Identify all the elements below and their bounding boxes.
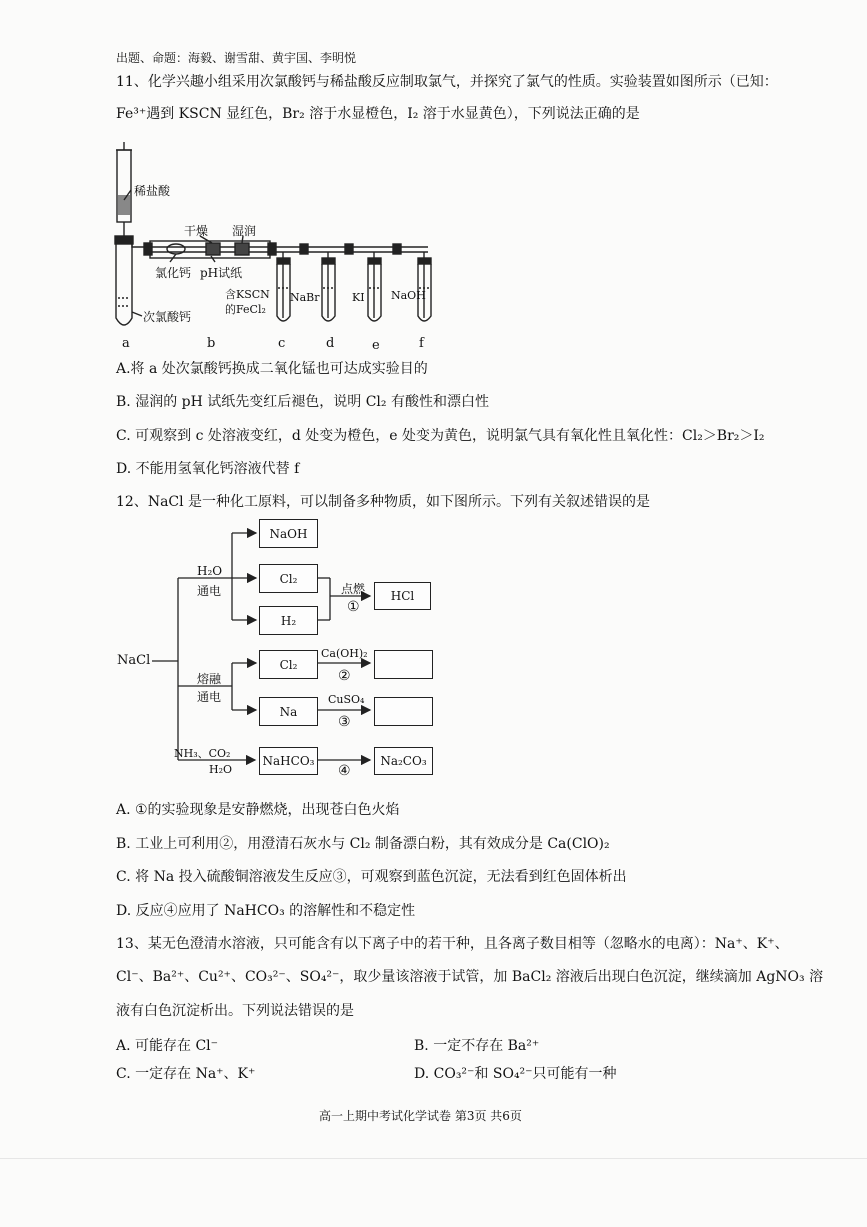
letter-d: d — [326, 336, 335, 351]
node-cl2-mid: Cl₂ — [259, 650, 318, 679]
authors-line: 出题、命题：海毅、谢雪甜、黄宇国、李明悦 — [116, 51, 357, 65]
label-dry: 干燥 — [184, 224, 209, 238]
q13-option-b: B. 一定不存在 Ba²⁺ — [414, 1038, 540, 1054]
label-step-3: ③ — [338, 714, 351, 730]
label-ki: KI — [352, 291, 365, 304]
node-na2co3: Na₂CO₃ — [374, 747, 433, 775]
q12-option-d: D. 反应④应用了 NaHCO₃ 的溶解性和不稳定性 — [116, 903, 416, 919]
label-cuso4: CuSO₄ — [328, 693, 365, 706]
letter-f: f — [419, 336, 424, 351]
node-hcl: HCl — [374, 582, 431, 610]
q11-stem-line1: 11、化学兴趣小组采用次氯酸钙与稀盐酸反应制取氯气，并探究了氯气的性质。实验装置如图所示（已知： — [116, 74, 778, 90]
letter-a: a — [122, 336, 130, 351]
q13-stem-line1: 13、某无色澄清水溶液，只可能含有以下离子中的若干种，且各离子数目相等（忽略水的电离）：Na⁺、K⁺、 — [116, 936, 789, 952]
label-nh3-co2: NH₃、CO₂ — [174, 747, 231, 760]
label-h2o: H₂O — [197, 564, 223, 578]
blank-box-3 — [374, 697, 433, 726]
blank-box-2 — [374, 650, 433, 679]
q12-option-a: A. ①的实验现象是安静燃烧，出现苍白色火焰 — [116, 802, 400, 818]
node-cl2-top: Cl₂ — [259, 564, 318, 593]
page-footer: 高一上期中考试化学试卷 第3页 共6页 — [319, 1109, 522, 1123]
node-nacl: NaCl — [117, 653, 151, 668]
q11-option-d: D. 不能用氢氧化钙溶液代替 f — [116, 461, 300, 477]
q11-option-a: A.将 a 处次氯酸钙换成二氧化锰也可达成实验目的 — [116, 361, 428, 377]
label-fecl2: 的FeCl₂ — [225, 303, 266, 316]
q13-option-a: A. 可能存在 Cl⁻ — [116, 1038, 219, 1054]
letter-b: b — [207, 336, 216, 351]
node-na: Na — [259, 697, 318, 726]
label-molten: 熔融 — [197, 672, 222, 686]
label-nabr: NaBr — [290, 291, 320, 304]
q13-stem-line2: Cl⁻、Ba²⁺、Cu²⁺、CO₃²⁻、SO₄²⁻，取少量该溶液于试管，加 BaCl₂ 溶液后出现白色沉淀，继续滴加 AgNO₃ 溶 — [116, 969, 824, 985]
q13-option-c: C. 一定存在 Na⁺、K⁺ — [116, 1066, 256, 1082]
letter-c: c — [278, 336, 286, 351]
label-step-2: ② — [338, 668, 351, 684]
label-caoh2: Ca(OH)₂ — [321, 647, 368, 660]
q11-stem-line2: Fe³⁺遇到 KSCN 显红色，Br₂ 溶于水显橙色，I₂ 溶于水显黄色），下列说法正确的是 — [116, 106, 640, 122]
node-nahco3: NaHCO₃ — [259, 747, 318, 775]
node-h2: H₂ — [259, 606, 318, 635]
q13-option-d: D. CO₃²⁻和 SO₄²⁻只可能有一种 — [414, 1066, 617, 1082]
label-calcium-hypochlorite: 次氯酸钙 — [143, 310, 192, 324]
label-electrolysis-2: 通电 — [197, 690, 222, 704]
q12-option-b: B. 工业上可利用②，用澄清石灰水与 Cl₂ 制备漂白粉，其有效成分是 Ca(ClO)₂ — [116, 836, 610, 852]
label-kscn: 含KSCN — [225, 288, 270, 301]
label-dilute-hcl: 稀盐酸 — [134, 184, 171, 198]
label-step-4: ④ — [338, 763, 351, 779]
label-step-1: ① — [347, 599, 360, 615]
label-ph-paper: pH试纸 — [200, 266, 243, 280]
label-naoh: NaOH — [391, 289, 426, 302]
q12-stem: 12、NaCl 是一种化工原料，可以制备多种物质，如下图所示。下列有关叙述错误的是 — [116, 494, 651, 510]
letter-e: e — [372, 338, 380, 353]
q11-option-c: C. 可观察到 c 处溶液变红，d 处变为橙色，e 处变为黄色，说明氯气具有氧化性且氧化性：Cl₂＞Br₂＞I₂ — [116, 428, 765, 444]
label-wet: 湿润 — [232, 224, 257, 238]
label-calcium-chloride: 氯化钙 — [155, 266, 192, 280]
page-edge-divider — [0, 1158, 867, 1159]
node-naoh: NaOH — [259, 519, 318, 548]
q12-option-c: C. 将 Na 投入硫酸铜溶液发生反应③，可观察到蓝色沉淀，无法看到红色固体析出 — [116, 869, 627, 885]
label-electrolysis-1: 通电 — [197, 584, 222, 598]
label-ignite: 点燃 — [341, 582, 366, 596]
q11-option-b: B. 湿润的 pH 试纸先变红后褪色，说明 Cl₂ 有酸性和漂白性 — [116, 394, 489, 410]
label-h2o-2: H₂O — [209, 763, 233, 776]
q13-stem-line3: 液有白色沉淀析出。下列说法错误的是 — [116, 1003, 354, 1019]
